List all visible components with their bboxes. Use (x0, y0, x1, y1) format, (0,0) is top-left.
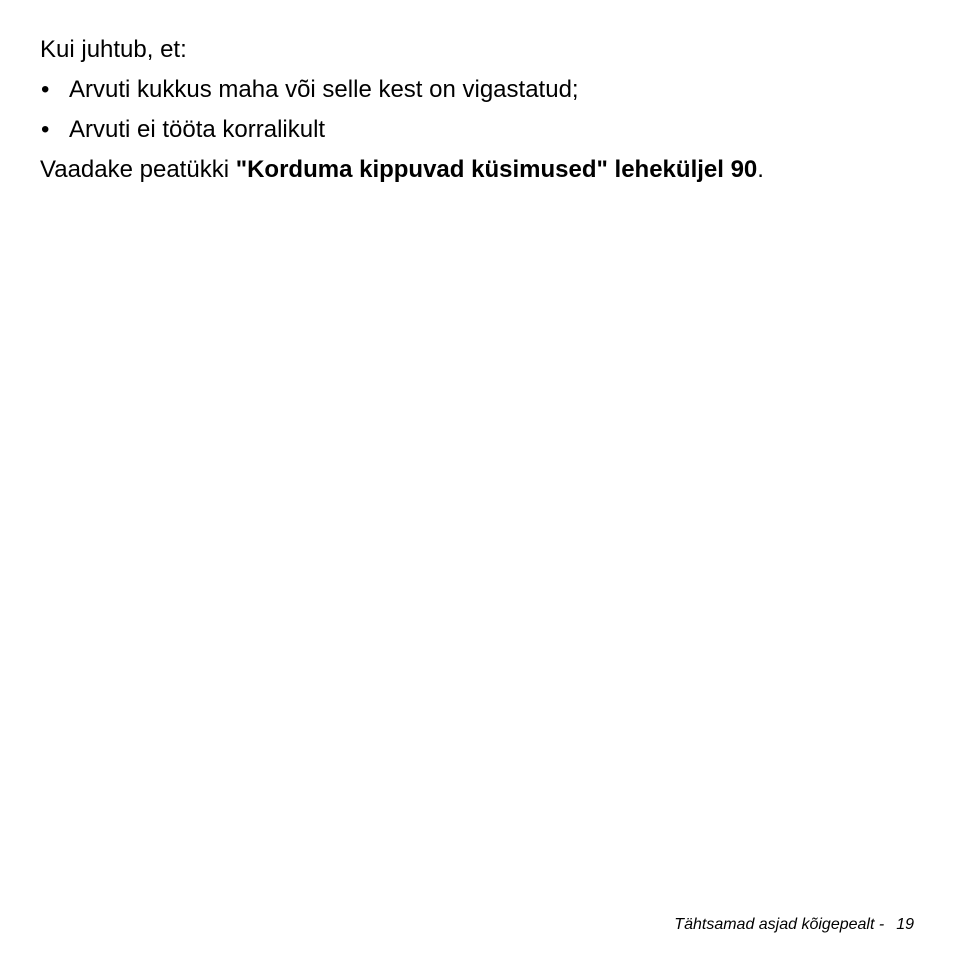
list-item (40, 70, 920, 110)
list-item (40, 110, 920, 150)
bullet-list (40, 70, 920, 150)
list-item-text: Arvuti kukkus maha või selle kest on vigastatud; (69, 76, 579, 103)
reference-suffix: . (757, 156, 764, 183)
page-content (40, 30, 920, 190)
list-item-text: Arvuti ei tööta korralikult (69, 116, 326, 143)
cross-reference-link[interactable]: "Korduma kippuvad küsimused" leheküljel 90 (235, 156, 758, 183)
bullet-icon: • (41, 116, 50, 143)
reference-paragraph (40, 150, 920, 190)
bullet-icon: • (41, 76, 50, 103)
intro-text: Kui juhtub, et: (40, 36, 187, 63)
footer-section-title: Tähtsamad asjad kõigepealt - (674, 916, 885, 933)
reference-prefix: Vaadake peatükki (40, 156, 236, 183)
page-number: 19 (896, 916, 914, 933)
page-footer (674, 916, 914, 934)
